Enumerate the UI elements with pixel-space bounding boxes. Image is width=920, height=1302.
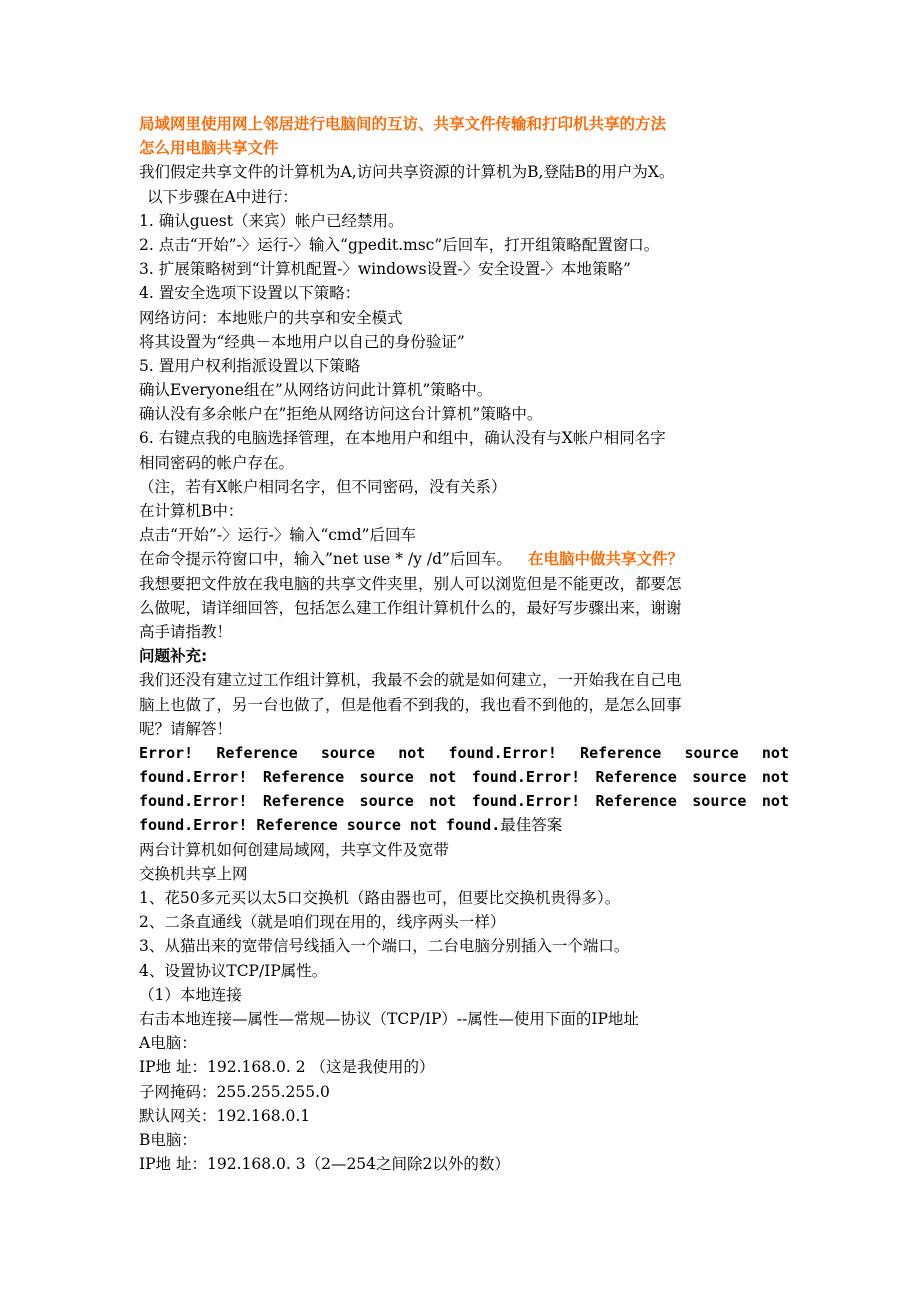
paragraph-line: 以下步骤在A中进行：: [147, 187, 298, 206]
ip-config-line: 默认网关：192.168.0.1: [139, 1106, 311, 1125]
note-line: （注，若有X帐户相同名字，但不同密码，没有关系）: [139, 477, 507, 496]
error-text: found.Error! Reference source not found.: [139, 816, 501, 835]
section-title: 怎么用电脑共享文件: [139, 139, 279, 158]
paragraph-line: 两台计算机如何创建局域网，共享文件及宽带: [139, 840, 450, 859]
step-item: 2、二条直通线（就是咱们现在用的，线序两头一样）: [139, 913, 506, 932]
inline-question-title: 在电脑中做共享文件？: [527, 550, 683, 569]
step-item: 2. 点击“开始”-〉运行-〉输入“gpedit.msc”后回车，打开组策略配置窗口。: [139, 235, 660, 254]
paragraph-line: 网络访问：本地账户的共享和安全模式: [139, 308, 403, 327]
step-item: 5. 置用户权利指派设置以下策略: [139, 356, 361, 375]
error-reference-line: found.Error! Reference source not found.Error! Reference source not: [139, 768, 789, 787]
best-answer-label: 最佳答案: [500, 816, 563, 835]
paragraph-line: 右击本地连接—属性—常规—协议（TCP/IP）--属性—使用下面的IP地址: [139, 1009, 639, 1028]
paragraph-line: A电脑：: [139, 1034, 197, 1053]
paragraph-line: 我们还没有建立过工作组计算机，我最不会的就是如何建立，一开始我在自己电: [139, 671, 682, 690]
paragraph-line: 我们假定共享文件的计算机为A,访问共享资源的计算机为B,登陆B的用户为X。: [139, 163, 675, 182]
ip-config-line: IP地 址：192.168.0. 2 （这是我使用的）: [139, 1058, 435, 1077]
paragraph-line: 我想要把文件放在我电脑的共享文件夹里，别人可以浏览但是不能更改，都要怎: [139, 574, 682, 593]
step-item: 3. 扩展策略树到“计算机配置-〉windows设置-〉安全设置-〉本地策略”: [139, 260, 631, 279]
paragraph-line: 确认没有多余帐户在”拒绝从网络访问这台计算机”策略中。: [139, 405, 543, 424]
paragraph-line: 点击“开始”-〉运行-〉输入“cmd”后回车: [139, 526, 416, 545]
step-item: 4、设置协议TCP/IP属性。: [139, 961, 328, 980]
paragraph-line: 相同密码的帐户存在。: [139, 453, 295, 472]
ip-config-line: IP地 址：192.168.0. 3（2—254之间除2以外的数）: [139, 1155, 510, 1174]
document-title: 局域网里使用网上邻居进行电脑间的互访、共享文件传输和打印机共享的方法: [139, 115, 667, 133]
error-reference-line: [139, 813, 789, 837]
paragraph-line: 在计算机B中：: [139, 502, 244, 520]
error-reference-line: Error! Reference source not found.Error! Reference source not: [139, 743, 789, 762]
paragraph-line: 确认Everyone组在”从网络访问此计算机”策略中。: [139, 381, 493, 400]
question-supplement-heading: 问题补充:: [139, 647, 208, 666]
paragraph-line: 脑上也做了，另一台也做了，但是他看不到我的，我也看不到他的，是怎么回事: [139, 695, 682, 714]
paragraph-line: 将其设置为“经典－本地用户以自己的身份验证”: [139, 332, 465, 351]
error-reference-line: found.Error! Reference source not found.Error! Reference source not: [139, 792, 789, 811]
step-item: 3、从猫出来的宽带信号线插入一个端口，二台电脑分别插入一个端口。: [139, 937, 630, 956]
command-text: 在命令提示符窗口中，输入”net use * /y /d”后回车。: [139, 550, 512, 569]
paragraph-line: B电脑：: [139, 1130, 197, 1149]
paragraph-line: 呢？请解答！: [139, 719, 233, 738]
sub-step-item: （1）本地连接: [139, 985, 242, 1004]
document-page: [139, 112, 789, 1176]
step-item: 1. 确认guest（来宾）帐户已经禁用。: [139, 211, 404, 230]
ip-config-line: 子网掩码：255.255.255.0: [139, 1082, 330, 1101]
paragraph-line-with-heading: [139, 547, 789, 571]
paragraph-line: 高手请指教！: [139, 622, 233, 641]
step-item: 1、花50多元买以太5口交换机（路由器也可，但要比交换机贵得多）。: [139, 889, 621, 907]
step-item: 4. 置安全选项下设置以下策略：: [139, 284, 361, 303]
paragraph-line: 交换机共享上网: [139, 864, 248, 883]
step-item: 6. 右键点我的电脑选择管理，在本地用户和组中，确认没有与X帐户相同名字: [139, 429, 666, 448]
paragraph-line: 么做呢，请详细回答，包括怎么建工作组计算机什么的，最好写步骤出来，谢谢: [139, 598, 682, 617]
